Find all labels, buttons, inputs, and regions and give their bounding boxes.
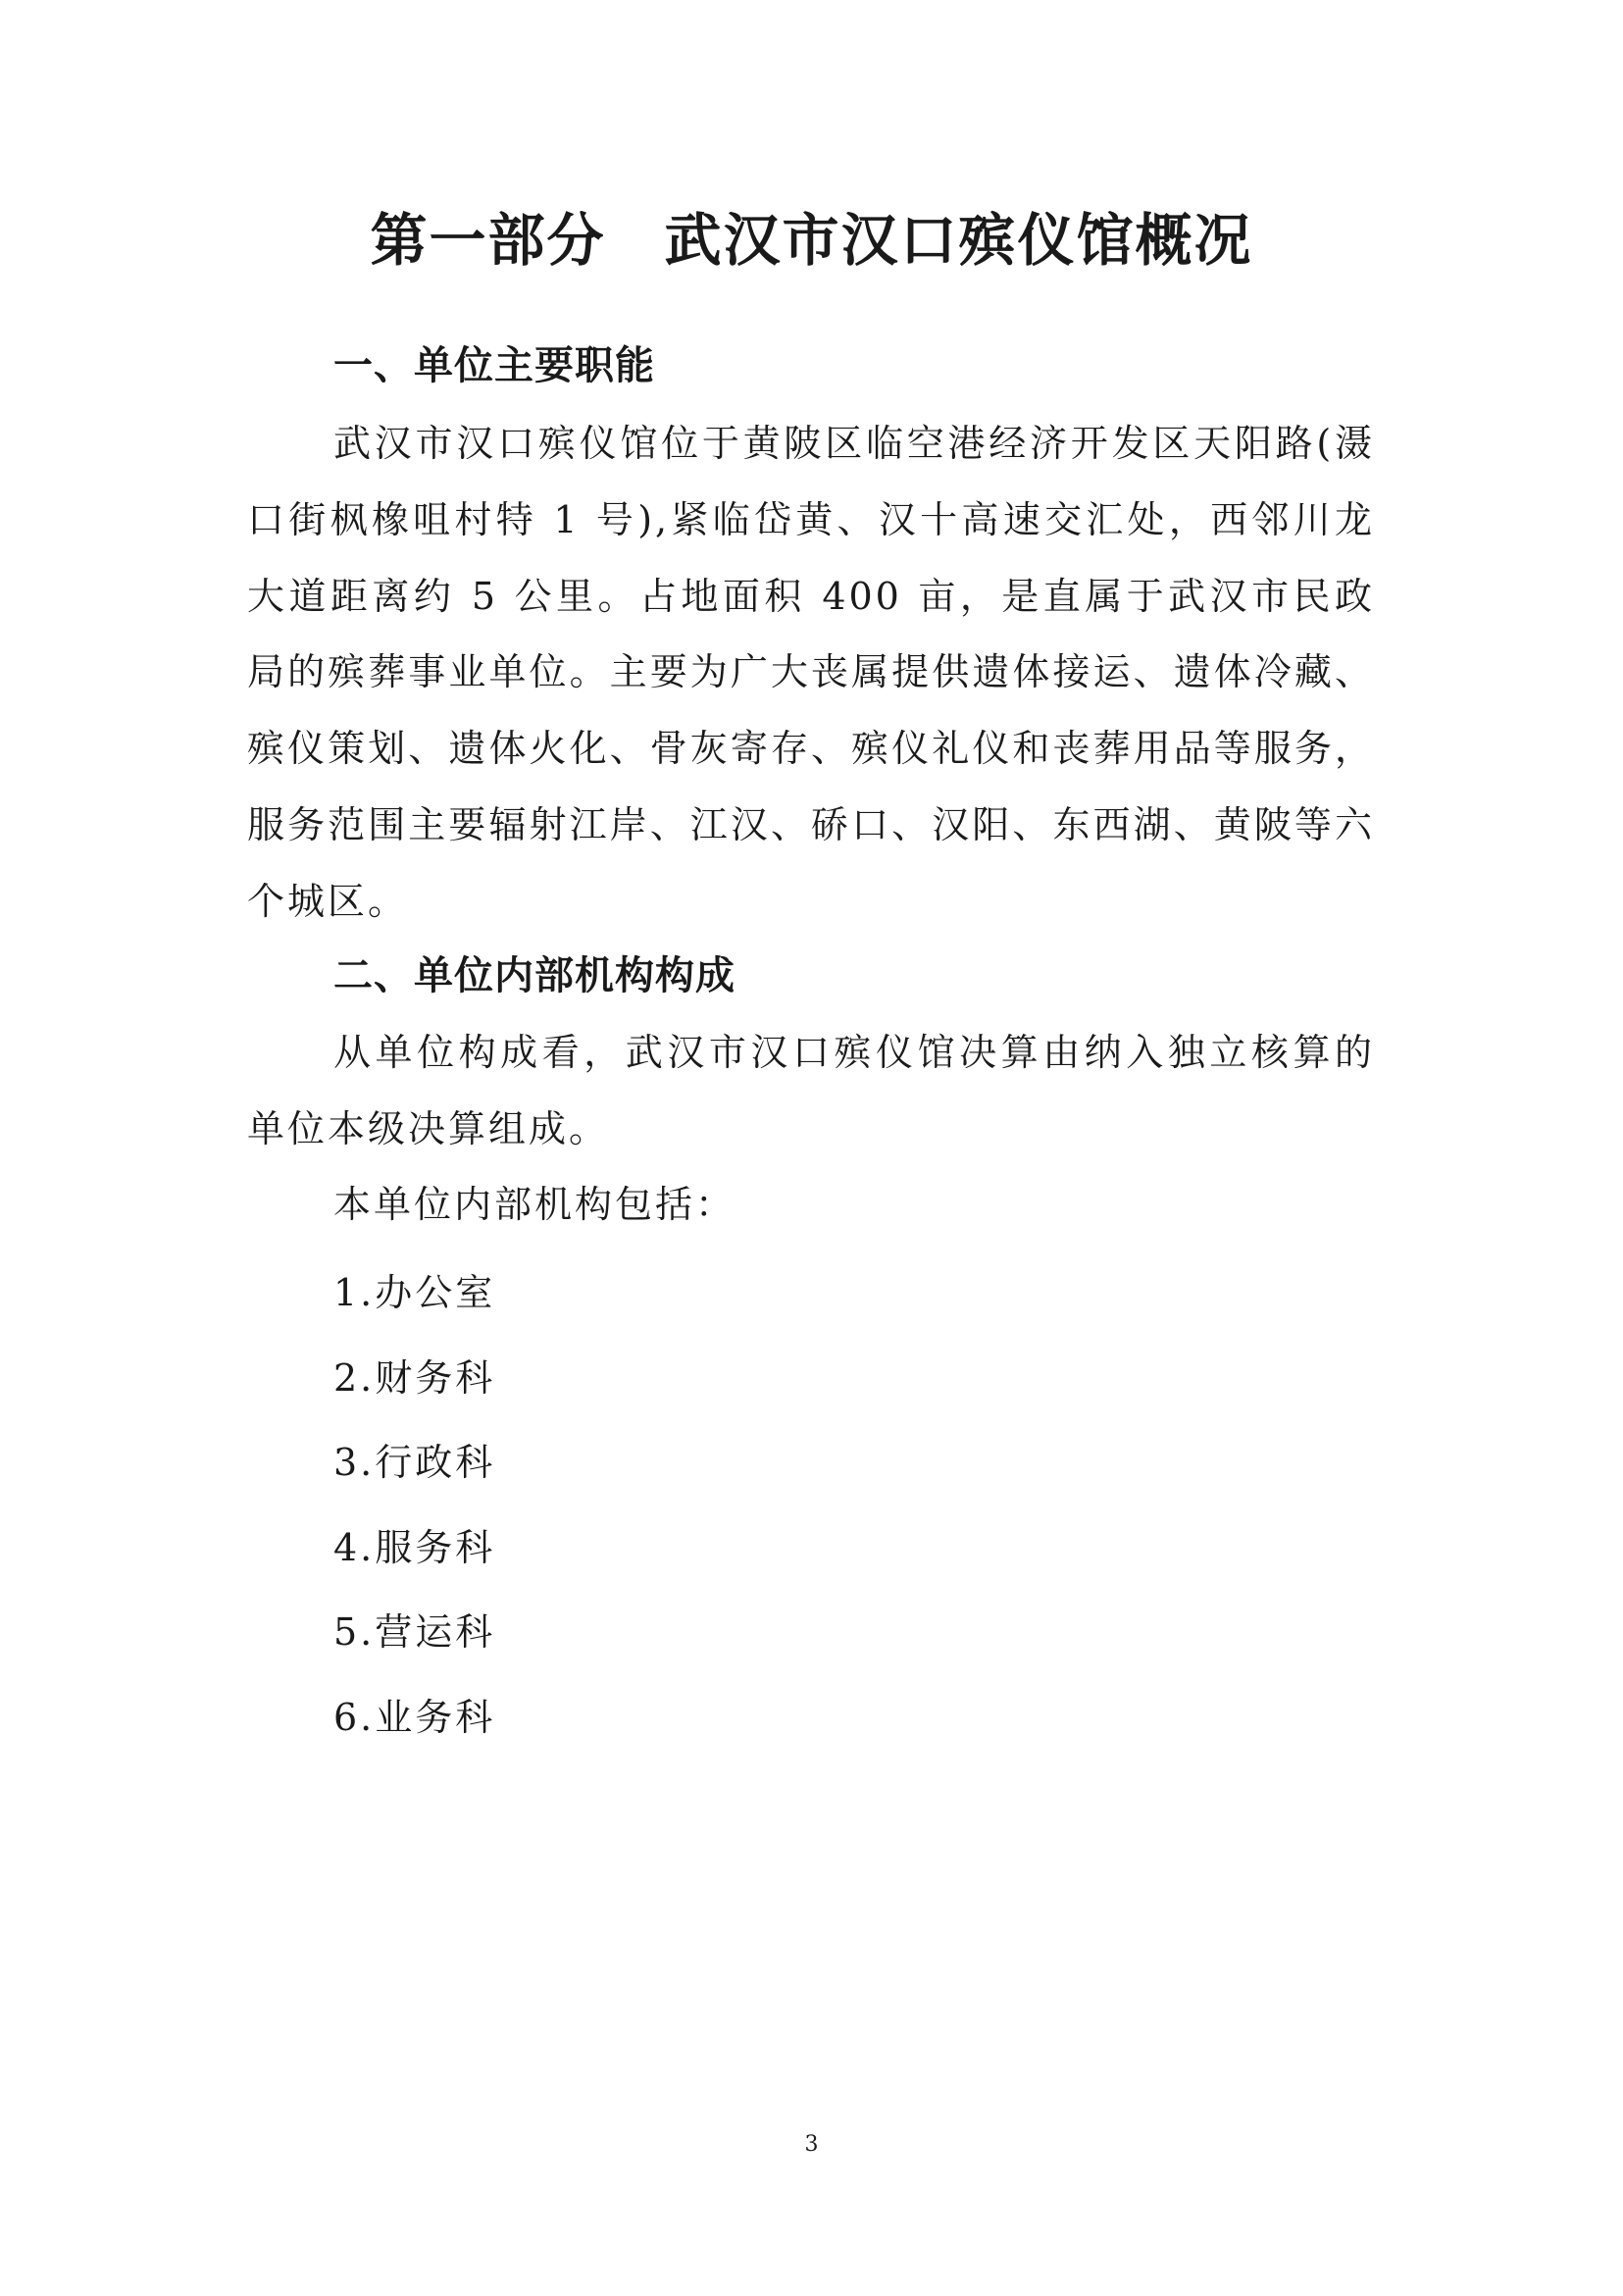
internal-structure-paragraph: 从单位构成看，武汉市汉口殡仪馆决算由纳入独立核算的单位本级决算组成。 [247,1031,1375,1150]
departments-intro: 本单位内部机构包括： [333,1183,736,1226]
main-functions-paragraph: 武汉市汉口殡仪馆位于黄陂区临空港经济开发区天阳路(滠口街枫橡咀村特 1 号),紧临岱黄、汉十高速交汇处，西邻川龙大道距离约 5 公里。占地面积 400 亩，是直属于武汉市民政局的殡葬事业单位。主要为广大丧属提供遗体接运、遗体冷藏、殡仪策划、遗体火化、骨灰寄存、殡仪礼仪和丧葬用品等服务，服务范围主要辐射江岸、江汉、硚口、汉阳、东西湖、黄陂等六个城区。 [247,422,1375,923]
list-item: 5.营运科 [333,1610,496,1654]
list-item: 4.服务科 [333,1525,496,1569]
list-item: 3.行政科 [333,1441,496,1484]
list-item: 1.办公室 [333,1271,496,1314]
list-item: 6.业务科 [333,1695,496,1739]
section-heading-main-functions: 一、单位主要职能 [333,343,655,388]
departments-list [333,1250,495,1760]
list-item: 2.财务科 [333,1355,496,1400]
page-title: 第一部分 武汉市汉口殡仪馆概况 [370,207,1253,274]
page-number: 3 [804,2132,819,2157]
section-heading-internal-structure: 二、单位内部机构构成 [333,953,735,998]
